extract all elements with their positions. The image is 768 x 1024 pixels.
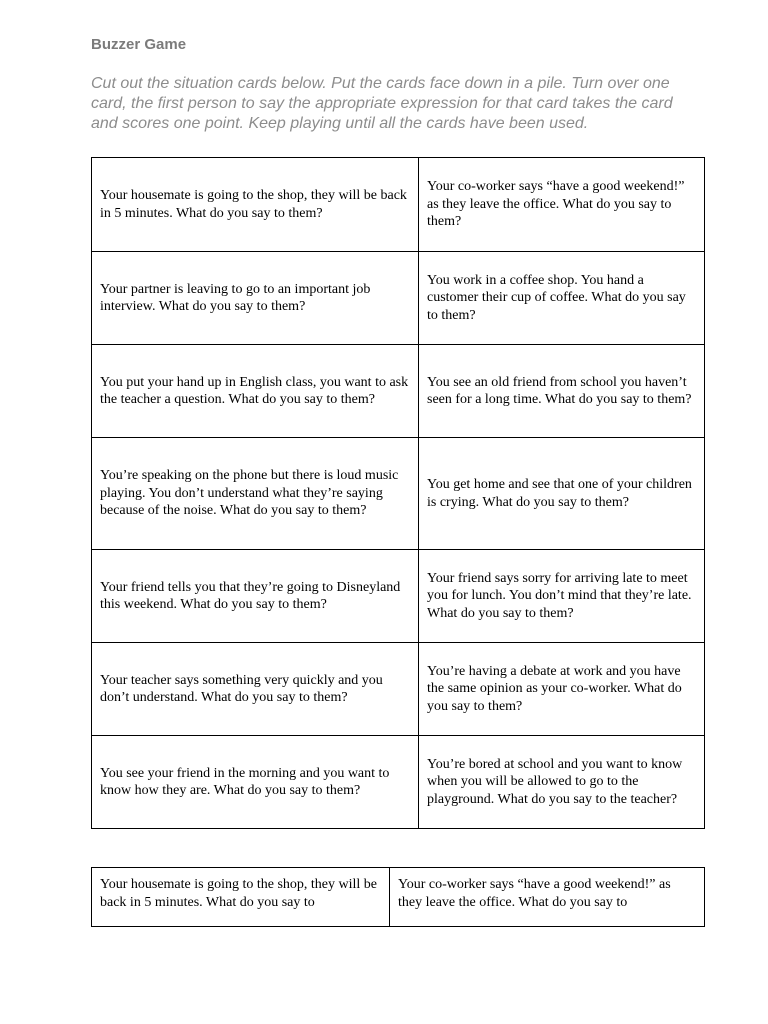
situation-card: You see your friend in the morning and you want to know how they are. What do you say to them? xyxy=(92,736,419,829)
situation-card: Your friend says sorry for arriving late to meet you for lunch. You don’t mind that they’re late. What do you say to them? xyxy=(419,550,705,643)
table-row xyxy=(92,438,705,550)
situation-card: You’re having a debate at work and you have the same opinion as your co-worker. What do you say to them? xyxy=(419,643,705,736)
situation-card: Your co-worker says “have a good weekend!” as they leave the office. What do you say to them? xyxy=(419,158,705,252)
situation-card: You get home and see that one of your children is crying. What do you say to them? xyxy=(419,438,705,550)
situation-card: You’re speaking on the phone but there is loud music playing. You don’t understand what they’re saying because of the noise. What do you say to them? xyxy=(92,438,419,550)
table-row xyxy=(92,643,705,736)
partial-cards-table xyxy=(91,867,705,927)
table-row xyxy=(92,158,705,252)
situation-card: You work in a coffee shop. You hand a customer their cup of coffee. What do you say to them? xyxy=(419,252,705,345)
page-title: Buzzer Game xyxy=(91,36,187,53)
situation-cards-table xyxy=(91,157,705,829)
situation-card: You put your hand up in English class, you want to ask the teacher a question. What do you say to them? xyxy=(92,345,419,438)
table-row xyxy=(92,550,705,643)
situation-card: Your housemate is going to the shop, they will be back in 5 minutes. What do you say to them? xyxy=(92,158,419,252)
table-row xyxy=(92,868,705,927)
table-row xyxy=(92,736,705,829)
instructions: Cut out the situation cards below. Put the cards face down in a pile. Turn over one card, the first person to say the appropriate expression for that card takes the card and scores one point. Keep playing until all the cards have been used. xyxy=(91,75,673,132)
situation-card: You see an old friend from school you haven’t seen for a long time. What do you say to them? xyxy=(419,345,705,438)
situation-card xyxy=(92,868,390,927)
card-text: Your co-worker says “have a good weekend!” as they leave the office. What do you say to xyxy=(398,877,671,910)
table-row xyxy=(92,252,705,345)
situation-card: Your teacher says something very quickly and you don’t understand. What do you say to them? xyxy=(92,643,419,736)
situation-card: Your partner is leaving to go to an important job interview. What do you say to them? xyxy=(92,252,419,345)
situation-card xyxy=(390,868,705,927)
situation-card: Your friend tells you that they’re going to Disneyland this weekend. What do you say to them? xyxy=(92,550,419,643)
table-row xyxy=(92,345,705,438)
card-text: Your housemate is going to the shop, they will be back in 5 minutes. What do you say to xyxy=(100,877,378,910)
situation-card: You’re bored at school and you want to know when you will be allowed to go to the playground. What do you say to the teacher? xyxy=(419,736,705,829)
